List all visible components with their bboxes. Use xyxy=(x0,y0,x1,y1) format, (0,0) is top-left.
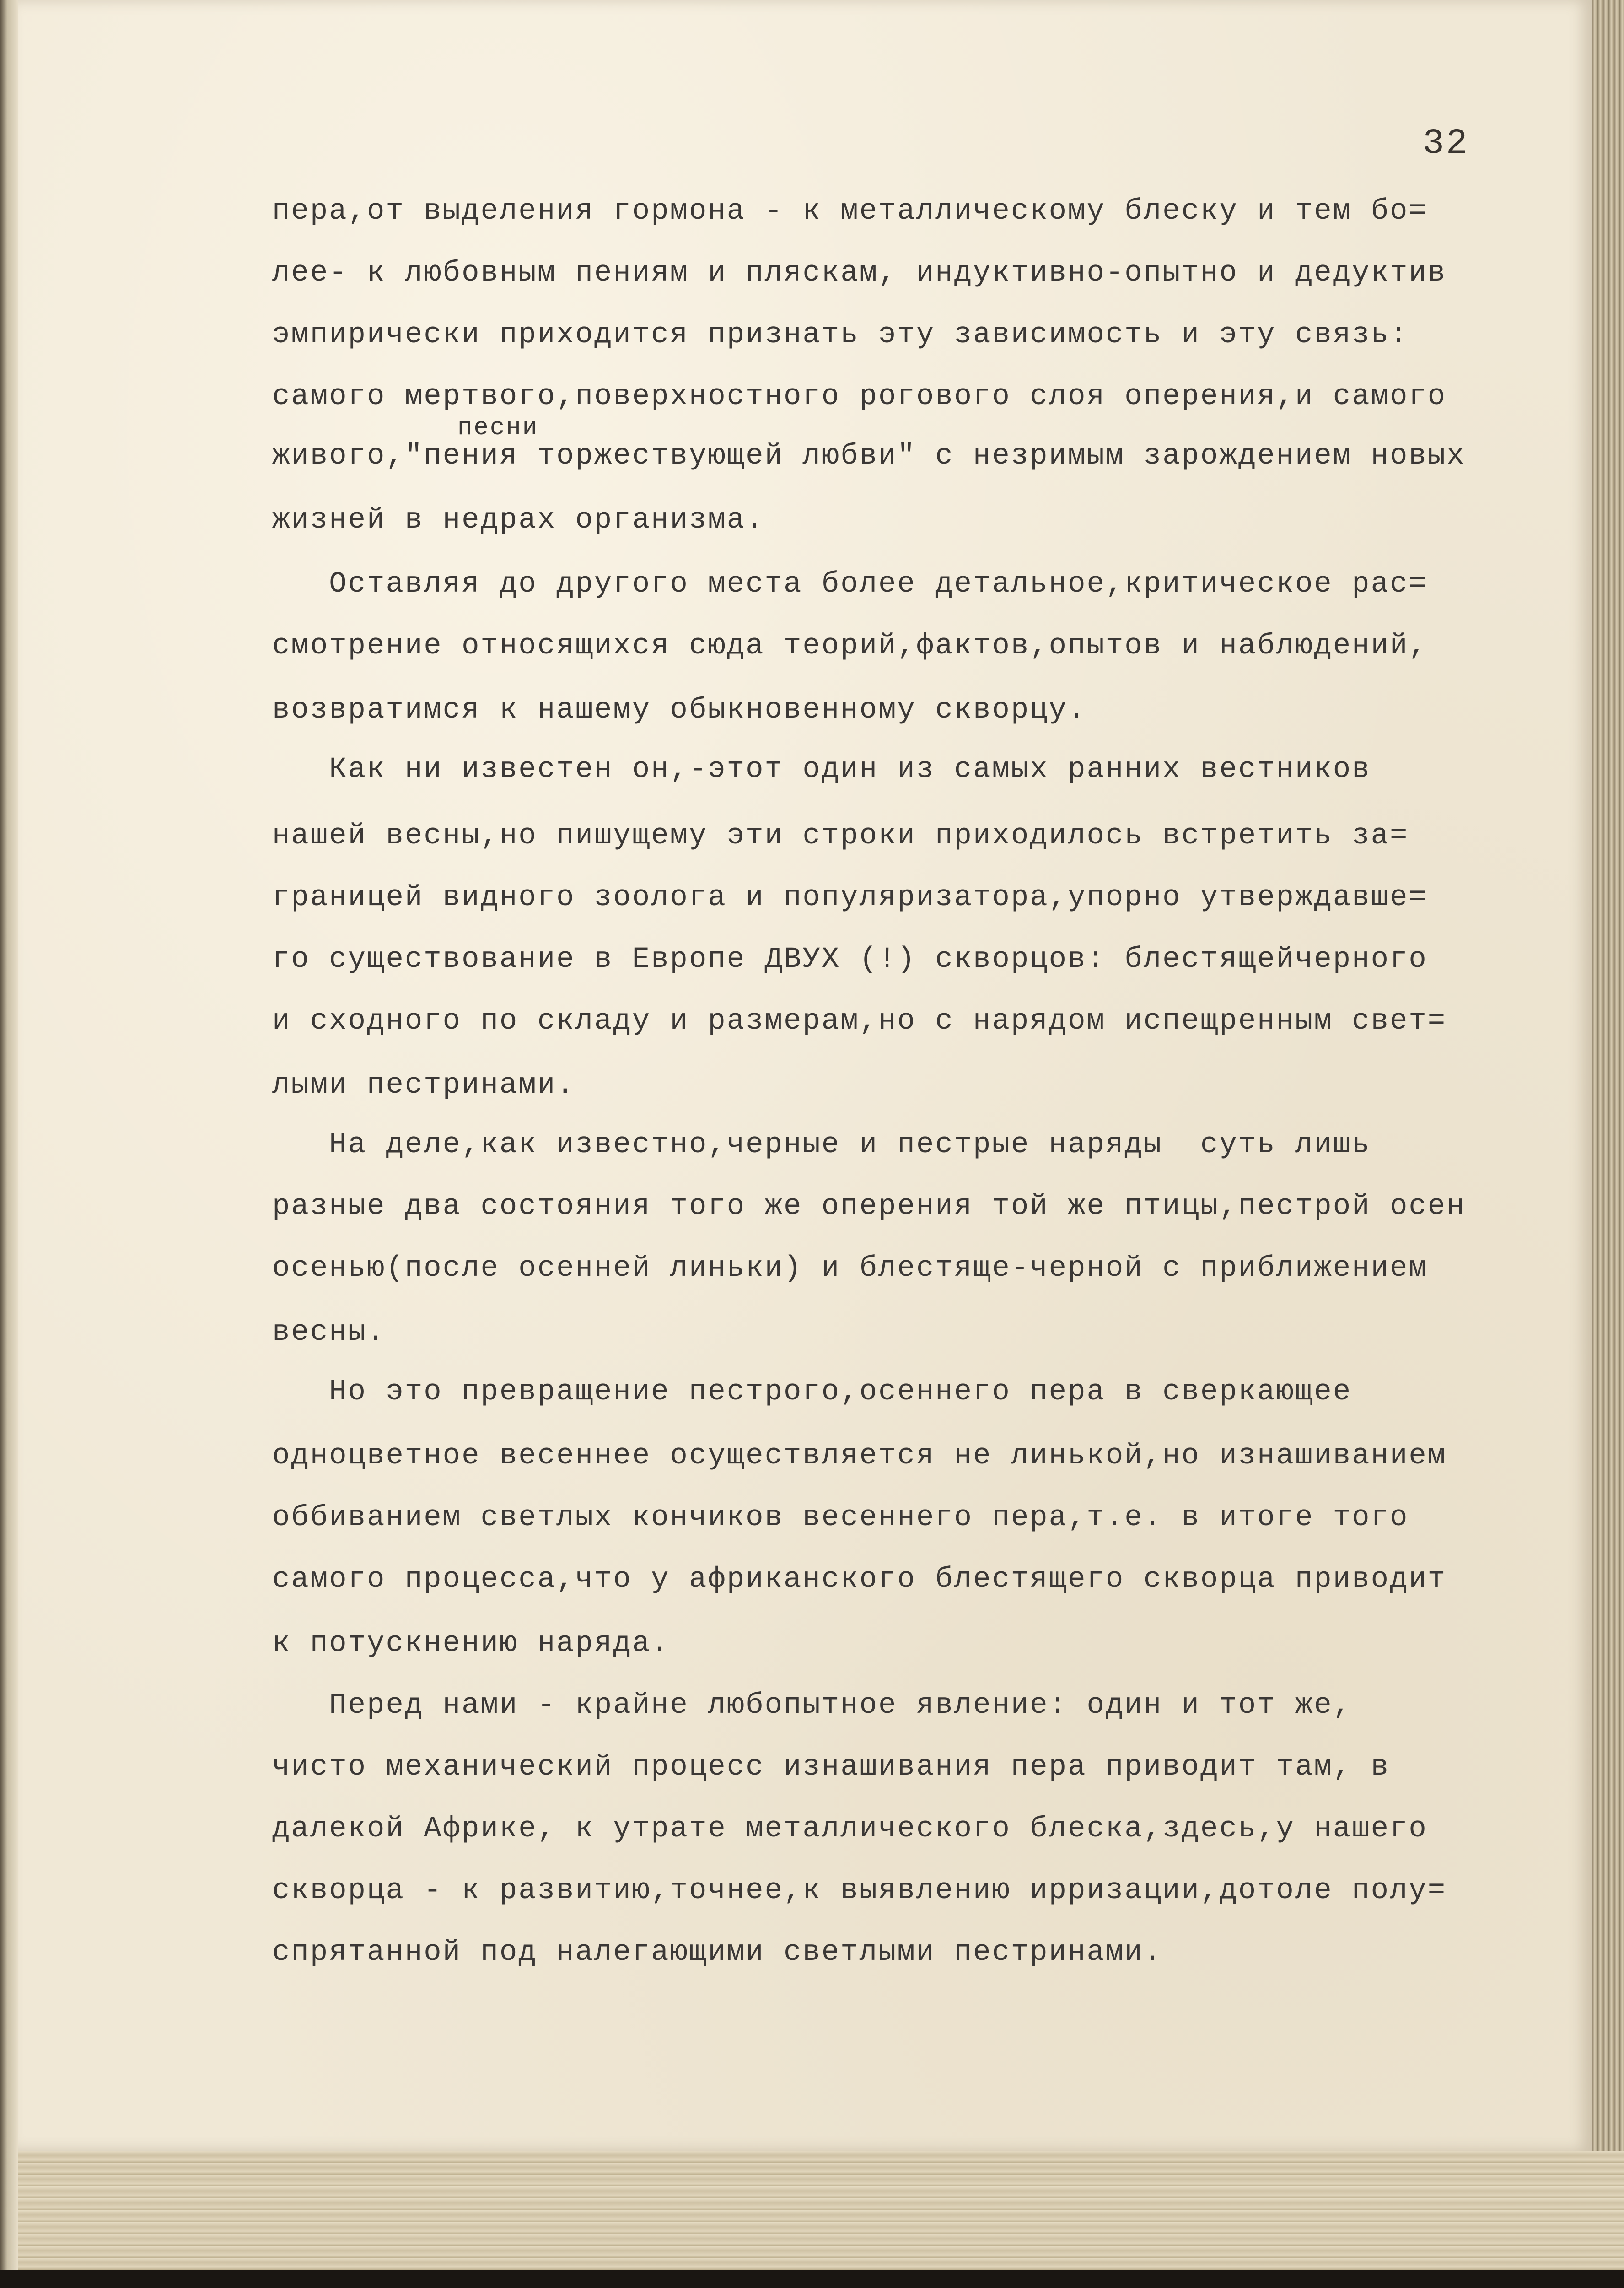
text-line: пера,от выделения гормона - к металлическому блеску и тем бо= xyxy=(272,195,1428,228)
text-line: го существование в Европе ДВУХ (!) скворцов: блестящейчерного xyxy=(272,943,1428,976)
text-line: и сходного по складу и размерам,но с нарядом испещренным свет= xyxy=(272,1005,1447,1038)
text-line: нашей весны,но пишущему эти строки приходилось встретить за= xyxy=(272,820,1409,853)
text-line: жизней в недрах организма. xyxy=(272,504,765,537)
text-line: осенью(после осенней линьки) и блестяще-черной с приближением xyxy=(272,1252,1428,1285)
text-line: оббиванием светлых кончиков весеннего пера,т.е. в итоге того xyxy=(272,1501,1409,1534)
text-line: границей видного зоолога и популяризатора,упорно утверждавше= xyxy=(272,881,1428,914)
text-line: лее- к любовным пениям и пляскам, индуктивно-опытно и дедуктив xyxy=(272,257,1447,290)
text-line: эмпирически приходится признать эту зависимость и эту связь: xyxy=(272,318,1409,351)
text-line: На деле,как известно,черные и пестрые наряды суть лишь xyxy=(272,1128,1371,1161)
page-stack-right-edge xyxy=(1592,0,1624,2270)
text-line: одноцветное весеннее осуществляется не линькой,но изнашиванием xyxy=(272,1440,1447,1473)
text-line: Перед нами - крайне любопытное явление: один и тот же, xyxy=(272,1689,1352,1722)
book-left-edge xyxy=(0,0,18,2270)
text-line: разные два состояния того же оперения той же птицы,пестрой осен xyxy=(272,1190,1466,1223)
document-page xyxy=(18,0,1592,2151)
text-line: живого,"пения торжествующей любви" с незримым зарождением новых xyxy=(272,440,1466,473)
text-line: самого процесса,что у африканского блестящего скворца приводит xyxy=(272,1563,1447,1596)
text-line: чисто механический процесс изнашивания пера приводит там, в xyxy=(272,1751,1390,1784)
text-line: самого мертвого,поверхностного рогового слоя оперения,и самого xyxy=(272,380,1447,413)
text-line: Но это превращение пестрого,осеннего пера в сверкающее xyxy=(272,1376,1352,1408)
text-line: далекой Африке, к утрате металлического блеска,здесь,у нашего xyxy=(272,1813,1428,1846)
page-stack-bottom-edge xyxy=(18,2151,1624,2270)
text-line: скворца - к развитию,точнее,к выявлению ирризации,дотоле полу= xyxy=(272,1874,1447,1907)
text-line: смотрение относящихся сюда теорий,фактов,опытов и наблюдений, xyxy=(272,630,1428,663)
text-line: возвратимся к нашему обыкновенному скворцу. xyxy=(272,694,1087,727)
text-line: к потускнению наряда. xyxy=(272,1627,670,1660)
text-line: Как ни известен он,-этот один из самых ранних вестников xyxy=(272,753,1371,786)
text-line: Оставляя до другого места более детальное,критическое рас= xyxy=(272,568,1428,601)
interlinear-insertion: песни xyxy=(457,414,539,442)
text-line: лыми пестринами. xyxy=(272,1069,575,1102)
text-line: спрятанной под налегающими светлыми пестринами. xyxy=(272,1936,1163,1969)
text-line: весны. xyxy=(272,1316,386,1349)
page-number: 32 xyxy=(1423,124,1469,164)
